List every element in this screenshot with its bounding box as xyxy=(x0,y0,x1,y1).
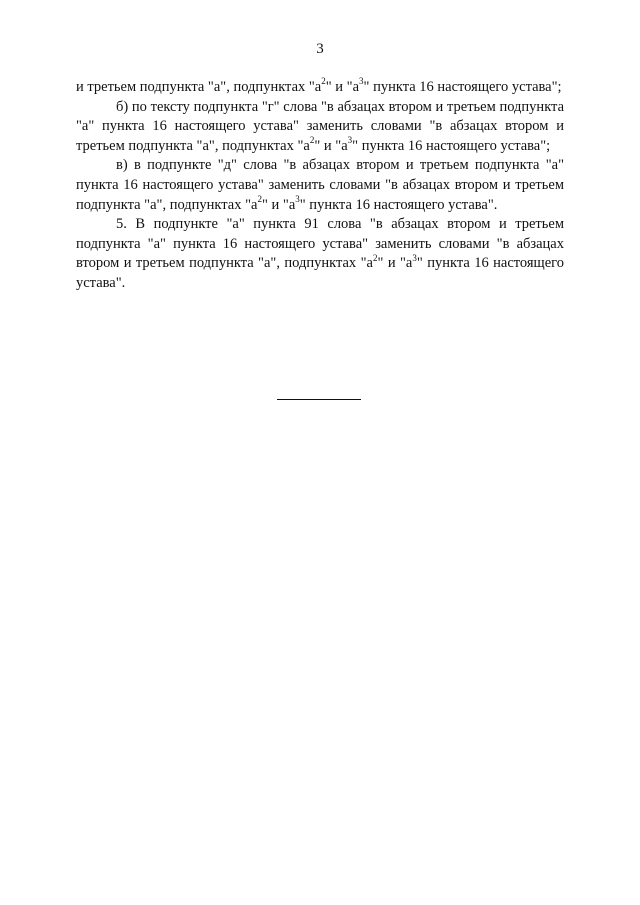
document-body xyxy=(76,78,564,294)
superscript: 2 xyxy=(372,252,378,263)
superscript: 3 xyxy=(347,134,353,145)
paragraph-item-5 xyxy=(76,215,564,293)
page-number: 3 xyxy=(316,41,324,57)
superscript: 2 xyxy=(321,76,326,87)
text-run: " и "а xyxy=(377,255,413,272)
paragraph-item-v xyxy=(76,156,564,215)
text-run: " и "а xyxy=(314,137,348,154)
paragraph-item-b xyxy=(76,98,564,157)
superscript: 2 xyxy=(257,193,262,204)
text-run: и третьем подпункта "а", подпунктах "а xyxy=(76,79,322,95)
text-run: " пункта 16 настоящего устава"; xyxy=(352,137,551,154)
end-of-document-rule xyxy=(277,399,361,400)
text-run: " и "а xyxy=(261,196,296,213)
text-run: в) в подпункте "д" слова "в абзацах втором и третьем подпункта "а" пункта 16 настоящего устава" заменить словами "в абзацах втором и третьем подпункта "а", подпунктах "а xyxy=(76,157,564,213)
text-run: " пункта 16 настоящего устава". xyxy=(299,196,498,213)
superscript: 3 xyxy=(359,76,364,87)
superscript: 3 xyxy=(412,252,417,263)
text-run: б) по тексту подпункта "г" слова "в абзацах втором и третьем подпункта "а" пункта 16 настоящего устава" заменить словами "в абзацах втором и третьем подпункта "а", подпунктах "а xyxy=(76,98,564,154)
text-run: " пункта 16 настоящего устава". xyxy=(76,255,564,291)
paragraph-continuation xyxy=(76,78,564,98)
text-run: " и "а xyxy=(325,79,360,95)
text-run: 5. В подпункте "а" пункта 91 слова "в абзацах втором и третьем подпункта "а" пункта 16 настоящего устава" заменить словами "в абзацах втором и третьем подпункта "а", подпунктах "а xyxy=(76,216,564,272)
text-run: " пункта 16 настоящего устава"; xyxy=(363,79,562,95)
superscript: 3 xyxy=(295,193,300,204)
superscript: 2 xyxy=(309,134,315,145)
